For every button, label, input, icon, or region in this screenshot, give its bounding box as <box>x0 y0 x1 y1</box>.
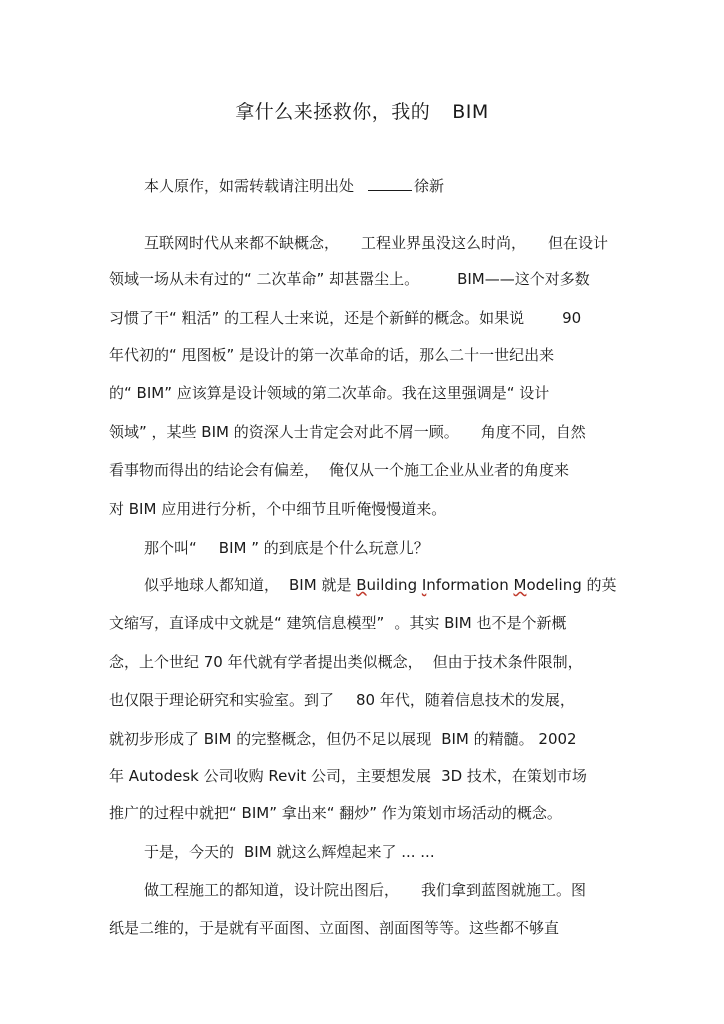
text-run: BIM——这个对多数 <box>457 270 590 288</box>
text-run: 3D 技术，在策划市场 <box>441 767 587 785</box>
text-run: B <box>356 576 367 594</box>
text-run: 但在设计 <box>548 234 609 252</box>
text-run: 那个叫“ <box>144 539 197 557</box>
text-run: 纸是二维的，于是就有平面图、立面图、剖面图等等。这些都不够直 <box>109 919 560 937</box>
paragraph-line <box>144 574 617 596</box>
author-prefix: 本人原作，如需转载请注明出处 <box>144 177 355 195</box>
text-run: 似乎地球人都知道， <box>144 576 280 594</box>
text-run: 。其实 BIM 也不是个新概 <box>394 614 567 632</box>
text-run: odeling 的英 <box>526 576 617 594</box>
text-run: 领域一场从未有过的“ 二次革命” 却甚嚣尘上。 <box>109 270 420 288</box>
author-name: 徐新 <box>414 177 445 195</box>
text-run: 90 <box>562 309 582 327</box>
text-run: uilding <box>366 576 422 594</box>
text-run: 年 Autodesk 公司收购 Revit 公司，主要想发展 <box>109 767 432 785</box>
text-run: 角度不同，自然 <box>480 423 586 441</box>
paragraph-line <box>144 879 586 901</box>
paragraph-line <box>109 344 554 366</box>
paragraph-line <box>109 802 562 824</box>
text-run: 但由于技术条件限制， <box>432 653 583 671</box>
paragraph-line <box>109 765 587 787</box>
text-run: BIM 就是 <box>289 576 352 594</box>
paragraph-line <box>109 421 586 443</box>
text-run: 推广的过程中就把“ BIM” 拿出来“ 翻炒” 作为策划市场活动的概念。 <box>109 804 562 822</box>
paragraph-line <box>144 537 429 559</box>
text-run: 我们拿到蓝图就施工。图 <box>421 881 587 899</box>
text-run: 文缩写，直译成中文就是“ 建筑信息模型” <box>109 614 385 632</box>
paragraph-line <box>109 689 575 711</box>
paragraph-line <box>109 498 446 520</box>
text-run: 看事物而得出的结论会有偏差， <box>109 461 320 479</box>
paragraph-line <box>144 841 435 863</box>
text-run: 对 BIM 应用进行分析，个中细节且听俺慢慢道来。 <box>109 500 447 518</box>
text-run: I <box>421 576 427 594</box>
title-text: 拿什么来拯救你，我的 <box>235 101 431 123</box>
text-run: 年代初的“ 甩图板” 是设计的第一次革命的话，那么二十一世纪出来 <box>109 346 555 364</box>
text-run: 的“ BIM” 应该算是设计领域的第二次革命。我在这里强调是“ 设计 <box>109 384 550 402</box>
paragraph-line <box>109 651 583 673</box>
text-run: 于是，今天的 <box>144 843 235 861</box>
author-blank <box>368 175 412 191</box>
paragraph-line <box>109 612 567 634</box>
text-run: 就初步形成了 BIM 的完整概念，但仍不足以展现 <box>109 730 432 748</box>
paragraph-line <box>109 459 569 481</box>
paragraph-line <box>109 917 559 939</box>
text-run: 80 年代，随着信息技术的发展， <box>356 691 575 709</box>
text-run: 领域” ，某些 BIM 的资深人士肯定会对此不屑一顾。 <box>109 423 459 441</box>
text-run: 做工程施工的都知道，设计院出图后， <box>144 881 400 899</box>
document-title <box>0 98 724 126</box>
author-line <box>144 175 444 197</box>
paragraph-line <box>109 382 549 404</box>
title-acronym: BIM <box>452 101 489 123</box>
text-run: 念，上个世纪 70 年代就有学者提出类似概念， <box>109 653 423 671</box>
text-run: 也仅限于理论研究和实验室。到了 <box>109 691 335 709</box>
paragraph-line <box>144 232 608 254</box>
text-run: BIM 就这么辉煌起来了 ... ... <box>244 843 435 861</box>
text-run: 工程业界虽没这么时尚， <box>361 234 527 252</box>
text-run: 互联网时代从来都不缺概念， <box>144 234 340 252</box>
text-run: 俺仅从一个施工企业从业者的角度来 <box>329 461 570 479</box>
text-run: BIM 的精髓。 2002 <box>441 730 577 748</box>
paragraph-line <box>109 307 581 329</box>
paragraph-line <box>109 268 590 290</box>
paragraph-line <box>109 728 577 750</box>
text-run: BIM ” 的到底是个什么玩意儿？ <box>218 539 429 557</box>
text-run: 习惯了干“ 粗活” 的工程人士来说，还是个新鲜的概念。如果说 <box>109 309 525 327</box>
text-run: nformation <box>426 576 514 594</box>
text-run: M <box>513 576 527 594</box>
